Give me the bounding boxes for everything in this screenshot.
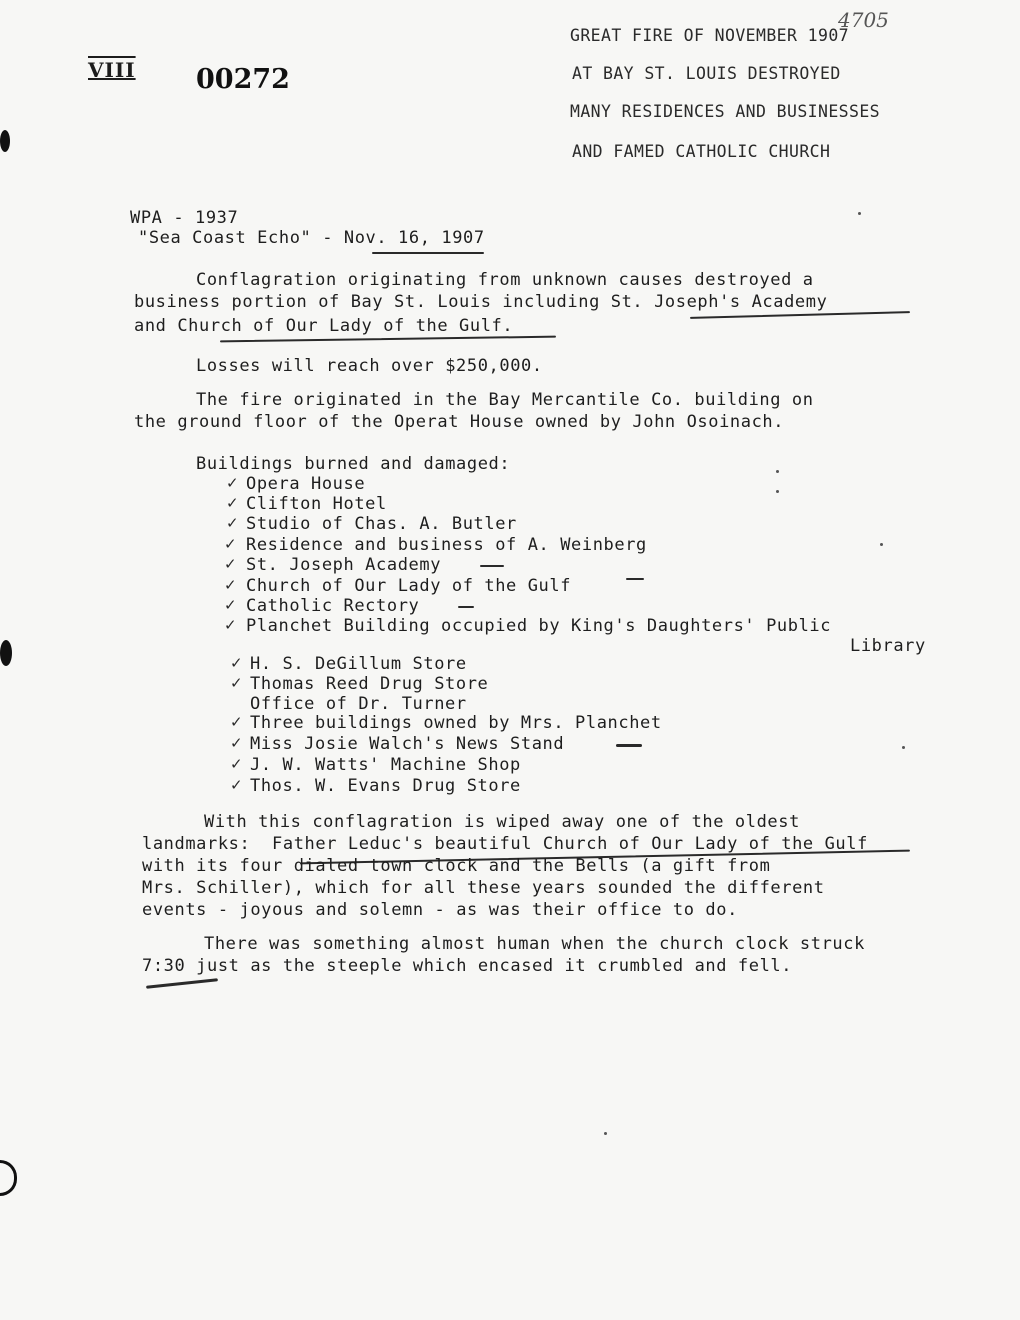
checkmark-icon: ✓ (230, 755, 243, 773)
dash-mark (458, 606, 474, 608)
scan-speck (880, 543, 883, 546)
punch-hole-bottom (0, 1160, 17, 1196)
title-line: AND FAMED CATHOLIC CHURCH (572, 142, 831, 161)
checkmark-icon: ✓ (224, 555, 237, 573)
list-item: St. Joseph Academy (246, 555, 442, 575)
list-item: Miss Josie Walch's News Stand (250, 734, 565, 754)
paragraph-line: with its four dialed town clock and the Bells (a gift from (142, 856, 771, 876)
list-item: Thomas Reed Drug Store (250, 674, 489, 694)
roman-numeral-mark: VIII (88, 58, 136, 82)
checkmark-icon: ✓ (230, 654, 243, 672)
underline-mark (146, 978, 218, 989)
paragraph-line: landmarks: Father Leduc's beautiful Church of Our Lady of the Gulf (142, 834, 868, 854)
checkmark-icon: ✓ (226, 514, 239, 532)
checkmark-icon: ✓ (230, 734, 243, 752)
paragraph-line: The fire originated in the Bay Mercantile Co. building on (196, 390, 814, 410)
checkmark-icon: ✓ (230, 713, 243, 731)
checkmark-icon: ✓ (224, 596, 237, 614)
scan-speck (776, 490, 779, 493)
checkmark-icon: ✓ (230, 674, 243, 692)
title-line: GREAT FIRE OF NOVEMBER 1907 (570, 26, 850, 45)
source-line: WPA - 1937 (130, 208, 239, 228)
list-item: Three buildings owned by Mrs. Planchet (250, 713, 662, 733)
list-item-continuation: Library (850, 636, 926, 656)
checkmark-icon: ✓ (230, 776, 243, 794)
scan-speck (858, 212, 861, 215)
paragraph-line: Losses will reach over $250,000. (196, 356, 543, 376)
list-item: Studio of Chas. A. Butler (246, 514, 517, 534)
underline-mark (220, 336, 556, 343)
list-item: J. W. Watts' Machine Shop (250, 755, 521, 775)
paragraph-line: Mrs. Schiller), which for all these years sounded the different (142, 878, 825, 898)
dash-mark (626, 578, 644, 580)
list-item: Clifton Hotel (246, 494, 387, 514)
paragraph-line: With this conflagration is wiped away one of the oldest (204, 812, 800, 832)
list-item: Residence and business of A. Weinberg (246, 535, 647, 555)
dash-mark (616, 744, 642, 747)
list-item: Office of Dr. Turner (250, 694, 467, 714)
handwritten-number: 4705 (838, 8, 889, 32)
title-line: AT BAY ST. LOUIS DESTROYED (572, 64, 841, 83)
punch-hole-top (0, 130, 10, 152)
list-item: Thos. W. Evans Drug Store (250, 776, 521, 796)
paragraph-line: the ground floor of the Operat House owned by John Osoinach. (134, 412, 785, 432)
list-item: Church of Our Lady of the Gulf (246, 576, 572, 596)
scan-speck (902, 746, 905, 749)
punch-hole-middle (0, 640, 12, 666)
source-line: "Sea Coast Echo" - Nov. 16, 1907 (138, 228, 485, 248)
list-item: Catholic Rectory (246, 596, 420, 616)
title-line: MANY RESIDENCES AND BUSINESSES (570, 102, 881, 121)
underline-mark (372, 252, 484, 254)
checkmark-icon: ✓ (224, 535, 237, 553)
paragraph-line: and Church of Our Lady of the Gulf. (134, 316, 514, 336)
list-item: Opera House (246, 474, 366, 494)
list-heading: Buildings burned and damaged: (196, 454, 511, 474)
scan-speck (776, 470, 779, 473)
checkmark-icon: ✓ (224, 616, 237, 634)
list-item: H. S. DeGillum Store (250, 654, 467, 674)
paragraph-line: business portion of Bay St. Louis including St. Joseph's Academy (134, 292, 828, 312)
underline-mark (690, 311, 910, 319)
checkmark-icon: ✓ (226, 474, 239, 492)
paragraph-line: events - joyous and solemn - as was their office to do. (142, 900, 738, 920)
checkmark-icon: ✓ (224, 576, 237, 594)
paragraph-line: There was something almost human when the church clock struck (204, 934, 865, 954)
checkmark-icon: ✓ (226, 494, 239, 512)
paragraph-line: Conflagration originating from unknown causes destroyed a (196, 270, 814, 290)
dash-mark (480, 565, 504, 567)
scan-speck (604, 1132, 607, 1135)
document-number: 00272 (196, 64, 290, 95)
list-item: Planchet Building occupied by King's Daughters' Public (246, 616, 832, 636)
paragraph-line: 7:30 just as the steeple which encased it crumbled and fell. (142, 956, 793, 976)
